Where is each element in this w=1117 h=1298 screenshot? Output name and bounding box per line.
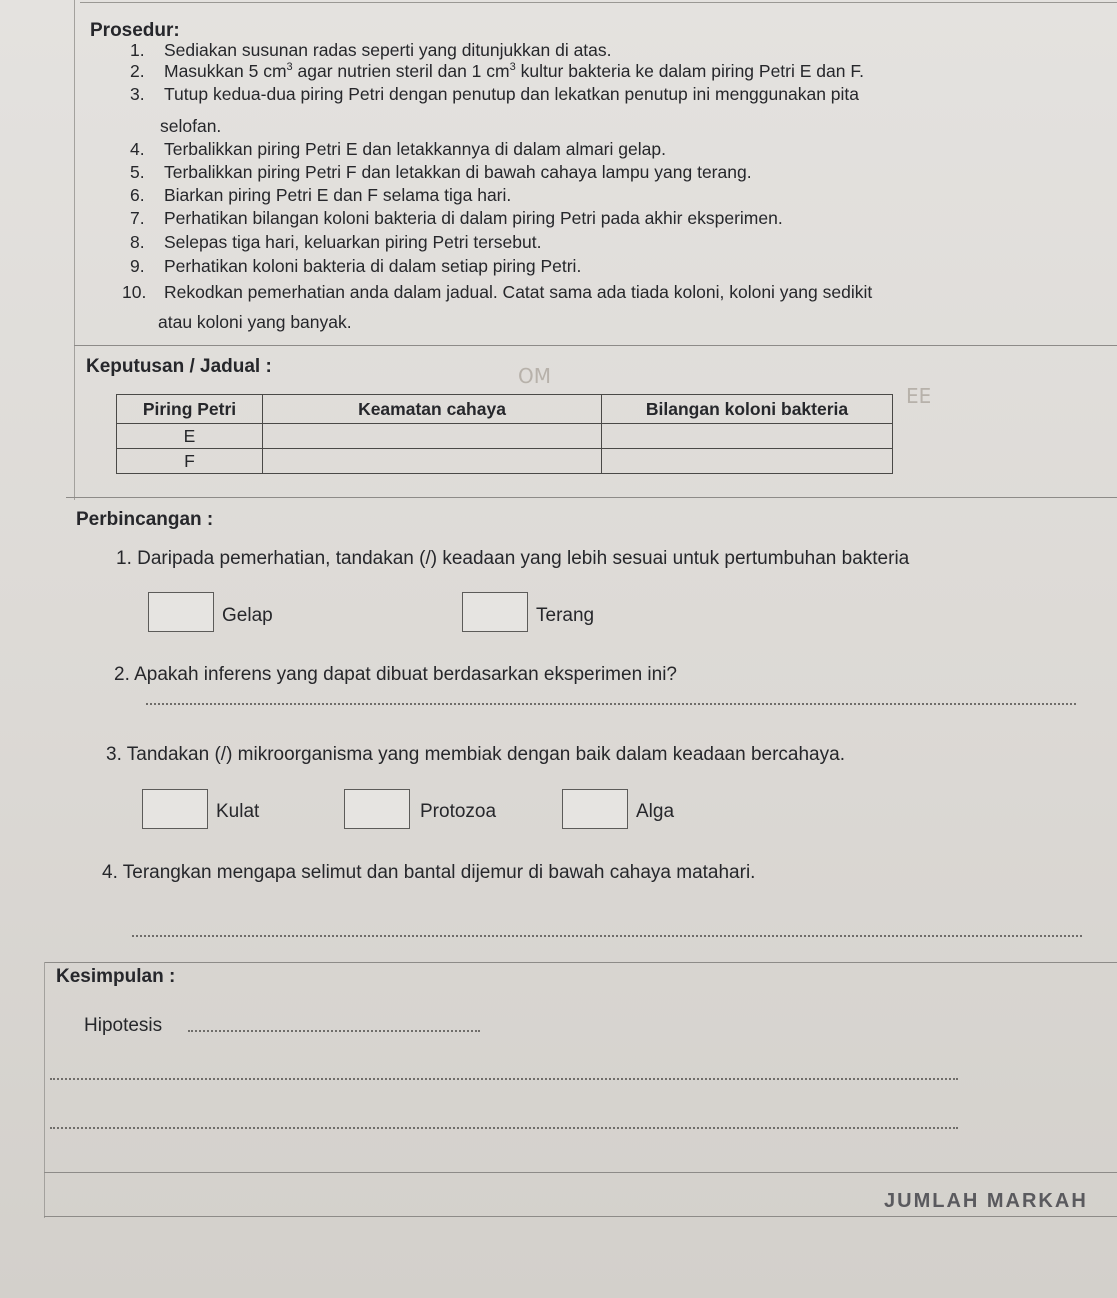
procedure-step-4 <box>130 139 666 160</box>
step-number: 7. <box>130 208 145 228</box>
section-divider <box>66 497 1117 498</box>
kesimpulan-heading: Kesimpulan : <box>56 966 176 987</box>
prosedur-heading: Prosedur: <box>90 20 180 41</box>
question-2: 2. Apakah inferens yang dapat dibuat berdasarkan eksperimen ini? <box>114 664 677 685</box>
column-header: Keamatan cahaya <box>263 395 602 424</box>
step-text: Terbalikkan piring Petri E dan letakkannya di dalam almari gelap. <box>164 139 666 159</box>
step-text-pre: Masukkan 5 cm <box>164 61 287 81</box>
section-divider <box>44 1172 1117 1173</box>
step-number: 6. <box>130 185 145 205</box>
procedure-step-10-continued: atau koloni yang banyak. <box>158 312 352 332</box>
bottom-rule <box>44 1216 1117 1217</box>
section-divider <box>74 345 1117 346</box>
step-text: Biarkan piring Petri E dan F selama tiga hari. <box>164 185 512 205</box>
step-number: 4. <box>130 139 145 159</box>
step-text: Sediakan susunan radas seperti yang ditunjukkan di atas. <box>164 40 612 60</box>
procedure-step-1 <box>130 40 612 61</box>
pencil-mark-ee: EE <box>906 384 932 408</box>
step-number: 8. <box>130 232 145 252</box>
procedure-step-2 <box>130 61 864 82</box>
table-cell: F <box>117 449 263 474</box>
perbincangan-heading: Perbincangan : <box>76 509 214 530</box>
step-number: 2. <box>130 61 145 81</box>
procedure-step-6 <box>130 185 511 206</box>
procedure-step-8 <box>130 232 541 253</box>
pencil-mark-om: OM <box>518 364 551 388</box>
step-text: Rekodkan pemerhatian anda dalam jadual. Catat sama ada tiada koloni, koloni yang sedikit <box>164 282 873 302</box>
step-text: Terbalikkan piring Petri F dan letakkan di bawah cahaya lampu yang terang. <box>164 162 752 182</box>
step-number: 1. <box>130 40 145 60</box>
option-label-kulat: Kulat <box>216 801 260 822</box>
checkbox-gelap[interactable] <box>148 592 214 632</box>
table-cell-empty[interactable] <box>263 424 602 449</box>
checkbox-alga[interactable] <box>562 789 628 829</box>
hipotesis-label: Hipotesis <box>84 1015 163 1036</box>
procedure-step-7 <box>130 208 783 229</box>
option-label-terang: Terang <box>536 605 595 626</box>
left-border <box>44 962 45 1218</box>
checkbox-kulat[interactable] <box>142 789 208 829</box>
answer-line-hipotesis[interactable] <box>188 1030 480 1032</box>
option-label-protozoa: Protozoa <box>420 801 497 822</box>
jumlah-markah-label: JUMLAH MARKAH <box>884 1190 1088 1212</box>
table-row <box>117 449 893 474</box>
answer-line-q4[interactable] <box>132 935 1082 937</box>
step-text: Perhatikan koloni bakteria di dalam setiap piring Petri. <box>164 256 582 276</box>
answer-line-kesimpulan-1[interactable] <box>50 1078 958 1080</box>
step-number: 5. <box>130 162 145 182</box>
step-number: 10. <box>122 282 147 302</box>
option-label-alga: Alga <box>636 801 675 822</box>
step-number: 3. <box>130 84 145 104</box>
left-border <box>74 0 75 500</box>
column-header: Bilangan koloni bakteria <box>602 395 893 424</box>
procedure-step-9 <box>130 256 581 277</box>
step-text: Selepas tiga hari, keluarkan piring Petri tersebut. <box>164 232 542 252</box>
table-cell-empty[interactable] <box>602 449 893 474</box>
step-text-post: kultur bakteria ke dalam piring Petri E dan F. <box>515 61 864 81</box>
checkbox-terang[interactable] <box>462 592 528 632</box>
procedure-step-5 <box>130 162 752 183</box>
table-row <box>117 424 893 449</box>
table-cell-empty[interactable] <box>263 449 602 474</box>
section-divider <box>44 962 1117 963</box>
step-number: 9. <box>130 256 145 276</box>
keputusan-heading: Keputusan / Jadual : <box>86 356 272 377</box>
procedure-step-10 <box>122 282 872 303</box>
step-text: Perhatikan bilangan koloni bakteria di dalam piring Petri pada akhir eksperimen. <box>164 208 783 228</box>
question-1: 1. Daripada pemerhatian, tandakan (/) keadaan yang lebih sesuai untuk pertumbuhan bakteria <box>116 548 910 569</box>
superscript-3: 3 <box>509 61 516 74</box>
procedure-step-3 <box>130 84 859 105</box>
option-label-gelap: Gelap <box>222 605 273 626</box>
results-table <box>116 394 893 474</box>
table-cell-empty[interactable] <box>602 424 893 449</box>
checkbox-protozoa[interactable] <box>344 789 410 829</box>
top-rule <box>80 2 1117 3</box>
question-3: 3. Tandakan (/) mikroorganisma yang membiak dengan baik dalam keadaan bercahaya. <box>106 744 845 765</box>
answer-line-q2[interactable] <box>146 703 1076 705</box>
table-header-row <box>117 395 893 424</box>
question-4: 4. Terangkan mengapa selimut dan bantal dijemur di bawah cahaya matahari. <box>102 862 756 883</box>
column-header: Piring Petri <box>117 395 263 424</box>
superscript-3: 3 <box>286 61 293 74</box>
procedure-step-3-continued: selofan. <box>160 116 222 136</box>
table-cell: E <box>117 424 263 449</box>
step-text-mid: agar nutrien steril dan 1 cm <box>292 61 510 81</box>
step-text: Tutup kedua-dua piring Petri dengan penutup dan lekatkan penutup ini menggunakan pita <box>164 84 860 104</box>
answer-line-kesimpulan-2[interactable] <box>50 1127 958 1129</box>
